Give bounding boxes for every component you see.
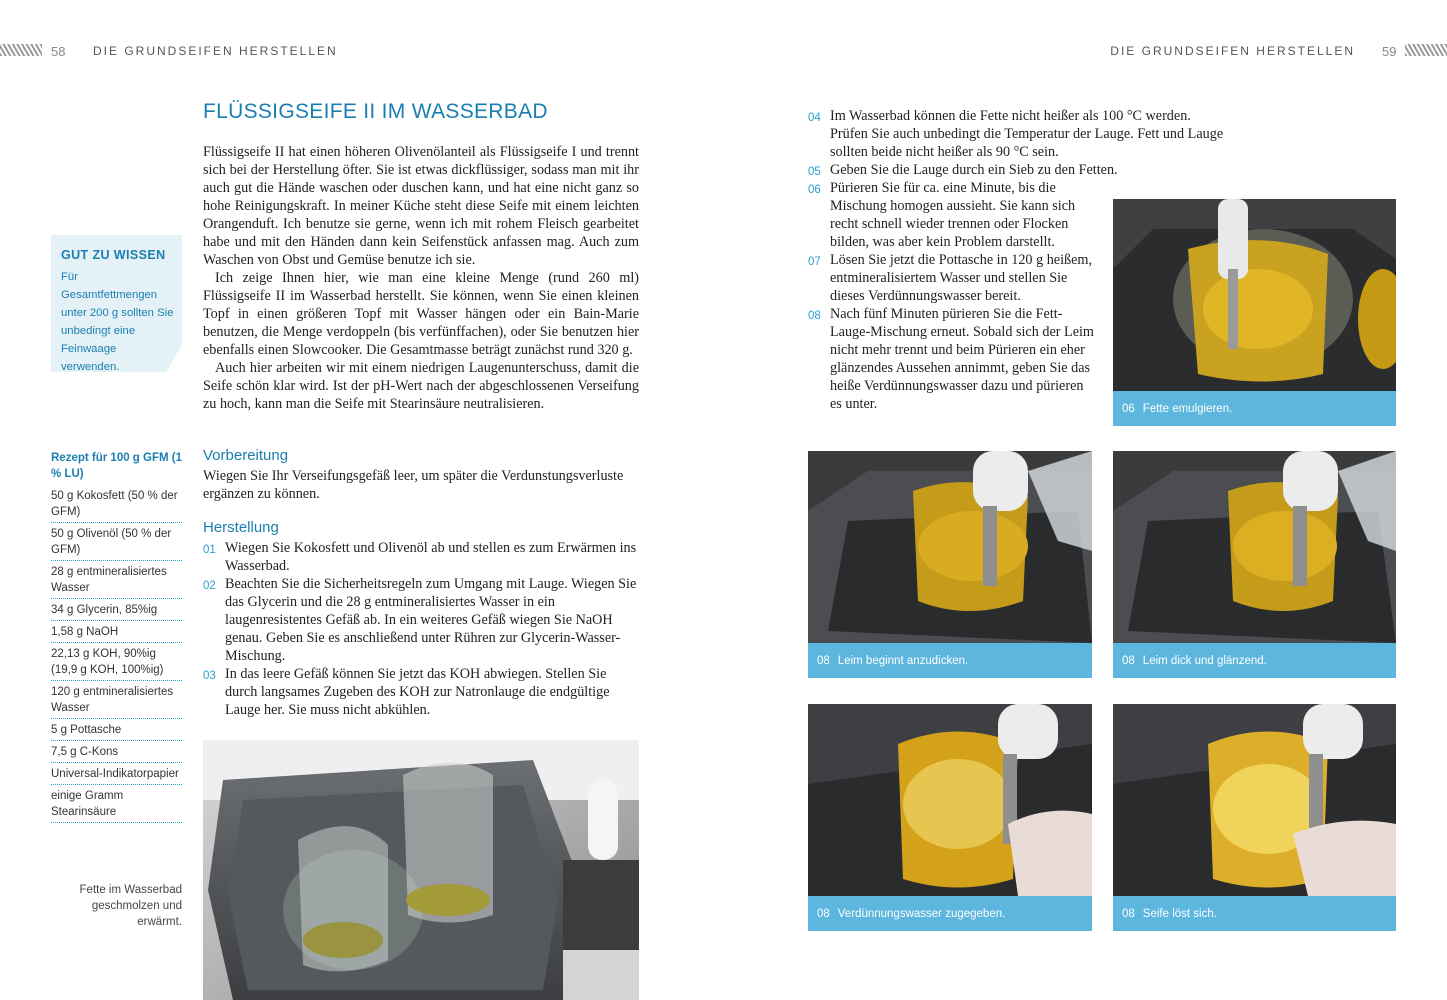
tip-text: Für Gesamtfettmengen unter 200 g sollten Sie unbedingt eine Feinwaage verwenden. [61,271,174,373]
recipe-item: 120 g entmineralisiertes Wasser [51,681,182,719]
caption-text: Seife löst sich. [1142,907,1217,920]
photo-leim-beginnt [808,451,1092,643]
right-header-decoration [1405,44,1447,56]
step-item [808,179,1096,251]
photo-caption [808,896,1092,931]
photo-caption [1113,896,1396,931]
photo-caption [1113,391,1396,426]
caption-number: 08 [817,654,830,667]
recipe-item: 5 g Pottasche [51,719,182,741]
intro-paragraph-1: Flüssigseife II hat einen höheren Olivenölanteil als Flüssigseife I und trennt sich bei der Herstellung öfter. Sie ist etwas dickflüssiger, sodass man mit ihr auch gut die Hände waschen oder duschen kann, und hat eine nicht ganz so hohe Reinigungskraft. In meiner Küche steht diese Seife mit einem leichten Orangenduft. Ich benutze sie gerne, wenn ich mit rohem Fleisch gearbeitet habe und mit den Händen dann kein Seifenstück anfassen mag. Auch zum Waschen von Obst und Gemüse benutze ich sie. [203,144,639,268]
recipe-item: 22,13 g KOH, 90%ig (19,9 g KOH, 100%ig) [51,643,182,681]
step-number: 06 [808,184,821,196]
step-text: Nach fünf Minuten pürieren Sie die Fett-Lauge-Mischung erneut. Sobald sich der Leim nicht mehr trennt und beim Pürieren ein eher glänzendes Aussehen annimmt, geben Sie das heiße Verdünnungswasser dazu und pürieren es unter. [830,306,1094,412]
step-number: 01 [203,544,216,556]
vorbereitung-text: Wiegen Sie Ihr Verseifungsgefäß leer, um später die Verdunstungsverluste ergänzen zu können. [203,468,624,502]
step-text: Lösen Sie jetzt die Pottasche in 120 g heißem, entmineralisiertem Wasser und stellen Sie dieses Verdünnungswasser bereit. [830,252,1093,304]
recipe-item: einige Gramm Stearinsäure [51,785,182,823]
right-page-number: 59 [1382,44,1397,59]
step-text: In das leere Gefäß können Sie jetzt das KOH abwiegen. Stellen Sie durch langsames Zugeben des KOH zur Natronlauge die endgültige Lauge her. Sie muss nicht abkühlen. [225,666,610,718]
caption-number: 06 [1122,402,1135,415]
step-item [808,161,1226,181]
recipe-item: 28 g entmineralisiertes Wasser [51,561,182,599]
step-text: Wiegen Sie Kokosfett und Olivenöl ab und stellen es zum Erwärmen ins Wasserbad. [225,540,637,574]
step-item [203,575,639,665]
left-page-number: 58 [51,44,66,59]
left-running-header: DIE GRUNDSEIFEN HERSTELLEN [93,44,338,58]
tip-box [51,235,182,372]
caption-text: Fette emulgieren. [1142,402,1233,415]
right-running-header: DIE GRUNDSEIFEN HERSTELLEN [1110,44,1355,58]
intro-paragraph-2: Ich zeige Ihnen hier, wie man eine kleine Menge (rund 260 ml) Flüssigseife II im Wasserbad herstellt. Sie können, wenn Sie einen kleinen Topf in einen größeren Topf mit Wasser hängen oder ein Bain-Marie benutzen, die Menge verdoppeln (bis verfünffachen), oder Sie benutzen hier ebenfalls einen Slowcooker. Die Gesamtmasse beträgt zunächst rund 320 g. [203,270,639,358]
caption-number: 08 [817,907,830,920]
photo-water-bath [203,740,639,1000]
step-number: 05 [808,166,821,178]
step-number: 07 [808,256,821,268]
step-text: Geben Sie die Lauge durch ein Sieb zu den Fetten. [830,162,1118,178]
caption-text: Leim dick und glänzend. [1142,654,1267,667]
page-title: FLÜSSIGSEIFE II IM WASSERBAD [203,100,548,123]
vorbereitung-heading: Vorbereitung [203,447,289,464]
steps-right-narrow [808,179,1096,413]
step-item [203,539,639,575]
step-number: 02 [203,580,216,592]
photo-caption [808,643,1092,678]
photo-seife-loest-sich [1113,704,1396,896]
intro-paragraph-3: Auch hier arbeiten wir mit einem niedrigen Laugenunterschuss, damit die Seife schön klar wird. Ist der pH-Wert nach der abgeschlossenen Verseifung zu hoch, kann man die Seife mit Stearinsäure neutralisieren. [203,360,639,412]
step-number: 08 [808,310,821,322]
step-text: Pürieren Sie für ca. eine Minute, bis die Mischung homogen aussieht. Sie kann sich recht schnell wieder trennen oder Flocken bilden, was aber kein Problem darstellt. [830,180,1076,250]
herstellung-heading: Herstellung [203,519,279,536]
caption-number: 08 [1122,907,1135,920]
left-header-decoration [0,44,42,56]
recipe-list [51,450,182,823]
photo-verduennungswasser [808,704,1092,896]
photo-leim-dick [1113,451,1396,643]
step-item [203,665,639,719]
caption-number: 08 [1122,654,1135,667]
left-figure-caption: Fette im Wasserbad geschmolzen und erwärmt. [79,884,182,928]
step-item [808,251,1096,305]
recipe-item: Universal-Indikatorpapier [51,763,182,785]
step-text: Im Wasserbad können die Fette nicht heißer als 100 °C werden. Prüfen Sie auch unbedingt die Temperatur der Lauge. Fett und Lauge sollten beide nicht heißer als 90 °C sein. [830,108,1224,160]
step-number: 04 [808,112,821,124]
recipe-title: Rezept für 100 g GFM (1 % LU) [51,452,182,480]
step-text: Beachten Sie die Sicherheitsregeln zum Umgang mit Lauge. Wiegen Sie das Glycerin und die 28 g entmineralisiertes Wasser in ein laugenresistentes Gefäß ab. In ein weiteres Gefäß wiegen Sie NaOH genau. Geben Sie es anschließend unter Rühren zur Glycerin-Wasser-Mischung. [225,576,637,664]
photo-caption [1113,643,1396,678]
caption-text: Verdünnungswasser zugegeben. [837,907,1006,920]
step-item [808,305,1096,413]
intro-text [203,143,639,413]
caption-text: Leim beginnt anzudicken. [837,654,969,667]
steps-left [203,539,639,719]
step-number: 03 [203,670,216,682]
recipe-item: 50 g Olivenöl (50 % der GFM) [51,523,182,561]
recipe-item: 7,5 g C-Kons [51,741,182,763]
steps-right-top [808,107,1226,181]
tip-title: GUT ZU WISSEN [61,248,166,262]
recipe-item: 34 g Glycerin, 85%ig [51,599,182,621]
photo-fette-emulgieren [1113,199,1396,391]
recipe-item: 50 g Kokosfett (50 % der GFM) [51,485,182,523]
recipe-item: 1,58 g NaOH [51,621,182,643]
step-item [808,107,1226,161]
